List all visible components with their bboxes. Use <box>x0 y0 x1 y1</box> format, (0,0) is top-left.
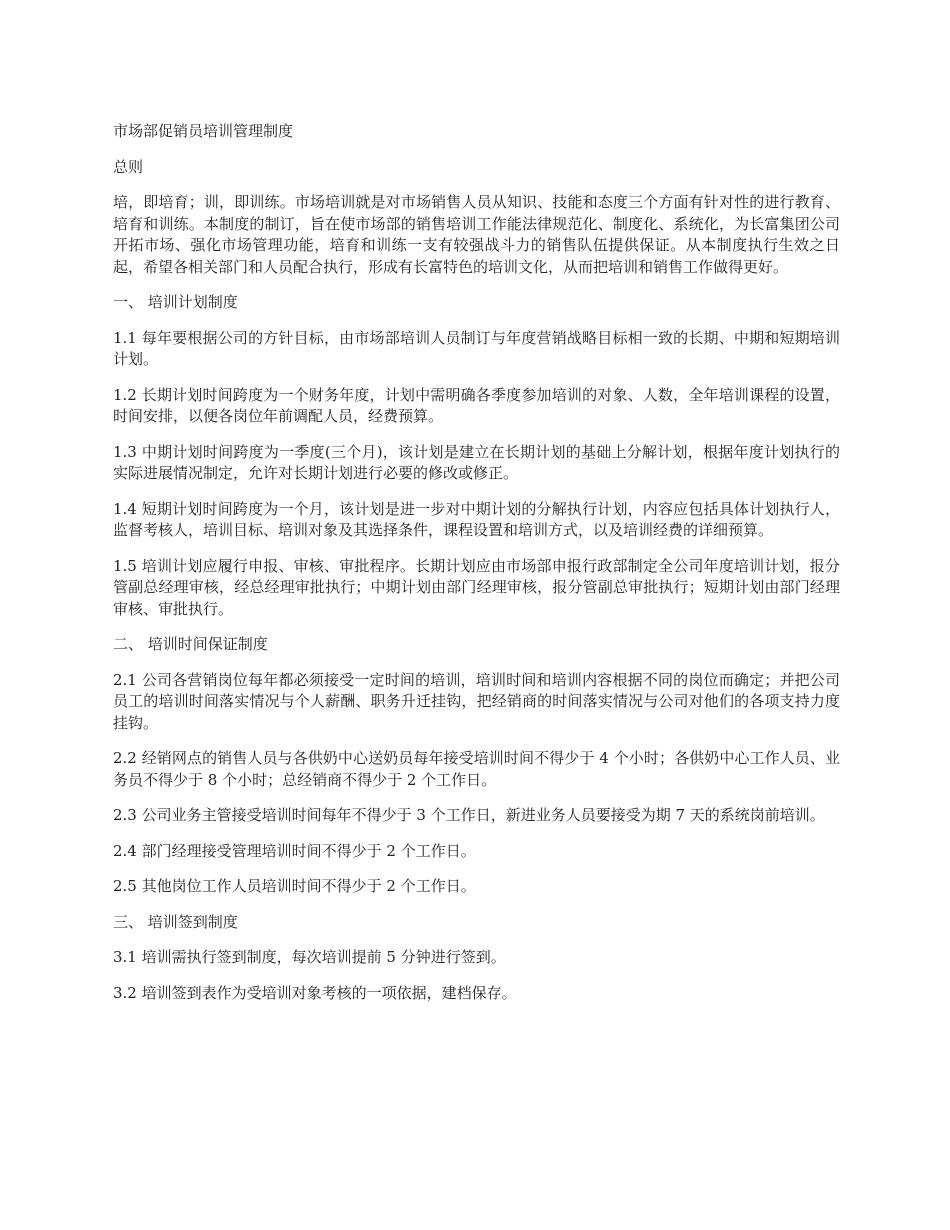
section-item: 3.1 培训需执行签到制度，每次培训提前 5 分钟进行签到。 <box>113 948 506 966</box>
section-item: 1.2 长期计划时间跨度为一个财务年度，计划中需明确各季度参加培训的对象、人数，全年培训课程的设置，时间安排，以便各岗位年前调配人员，经费预算。 <box>113 385 840 425</box>
section-item: 1.5 培训计划应履行申报、审核、审批程序。长期计划应由市场部申报行政部制定全公司年度培训计划，报分管副总经理审核，经总经理审批执行；中期计划由部门经理审核，报分管副总审批执行；短期计划由部门经理审核、审批执行。 <box>113 556 840 618</box>
section-item: 2.4 部门经理接受管理培训时间不得少于 2 个工作日。 <box>113 841 476 860</box>
section-heading-plan: 一、 培训计划制度 <box>113 293 238 311</box>
section-item: 2.2 经销网点的销售人员与各供奶中心送奶员每年接受培训时间不得少于 4 个小时；各供奶中心工作人员、业务员不得少于 8 个小时；总经销商不得少于 2 个工作日。 <box>113 749 840 789</box>
section-item: 2.1 公司各营销岗位每年都必须接受一定时间的培训，培训时间和培训内容根据不同的岗位而确定；并把公司员工的培训时间落实情况与个人薪酬、职务升迁挂钩，把经销商的时间落实情况与公司对他们的各项支持力度挂钩。 <box>113 670 840 732</box>
section-item: 1.1 每年要根据公司的方针目标，由市场部培训人员制订与年度营销战略目标相一致的长期、中期和短期培训计划。 <box>113 328 840 368</box>
section-heading-time: 二、 培训时间保证制度 <box>113 635 268 653</box>
section-item: 1.3 中期计划时间跨度为一季度(三个月)，该计划是建立在长期计划的基础上分解计划，根据年度计划执行的实际进展情况制定，允许对长期计划进行必要的修改或修正。 <box>113 442 840 482</box>
document-page <box>113 121 840 1018</box>
document-subtitle: 总则 <box>113 157 144 176</box>
section-item: 2.5 其他岗位工作人员培训时间不得少于 2 个工作日。 <box>113 877 476 895</box>
section-item: 3.2 培训签到表作为受培训对象考核的一项依据，建档保存。 <box>113 983 517 1002</box>
section-item: 1.4 短期计划时间跨度为一个月，该计划是进一步对中期计划的分解执行计划，内容应包括具体计划执行人，监督考核人，培训目标、培训对象及其选择条件，课程设置和培训方式，以及培训经费的详细预算。 <box>113 499 840 539</box>
section-item: 2.3 公司业务主管接受培训时间每年不得少于 3 个工作日，新进业务人员要接受为期 7 天的系统岗前培训。 <box>113 806 825 824</box>
document-title: 市场部促销员培训管理制度 <box>113 122 294 140</box>
section-heading-signin: 三、 培训签到制度 <box>113 912 238 931</box>
intro-paragraph: 培，即培育；训，即训练。市场培训就是对市场销售人员从知识、技能和态度三个方面有针对性的进行教育、培育和训练。本制度的制订，旨在使市场部的销售培训工作能法律规范化、制度化、系统化，为长富集团公司开拓市场、强化市场管理功能，培育和训练一支有较强战斗力的销售队伍提供保证。从本制度执行生效之日起，希望各相关部门和人员配合执行，形成有长富特色的培训文化，从而把培训和销售工作做得更好。 <box>113 193 840 276</box>
